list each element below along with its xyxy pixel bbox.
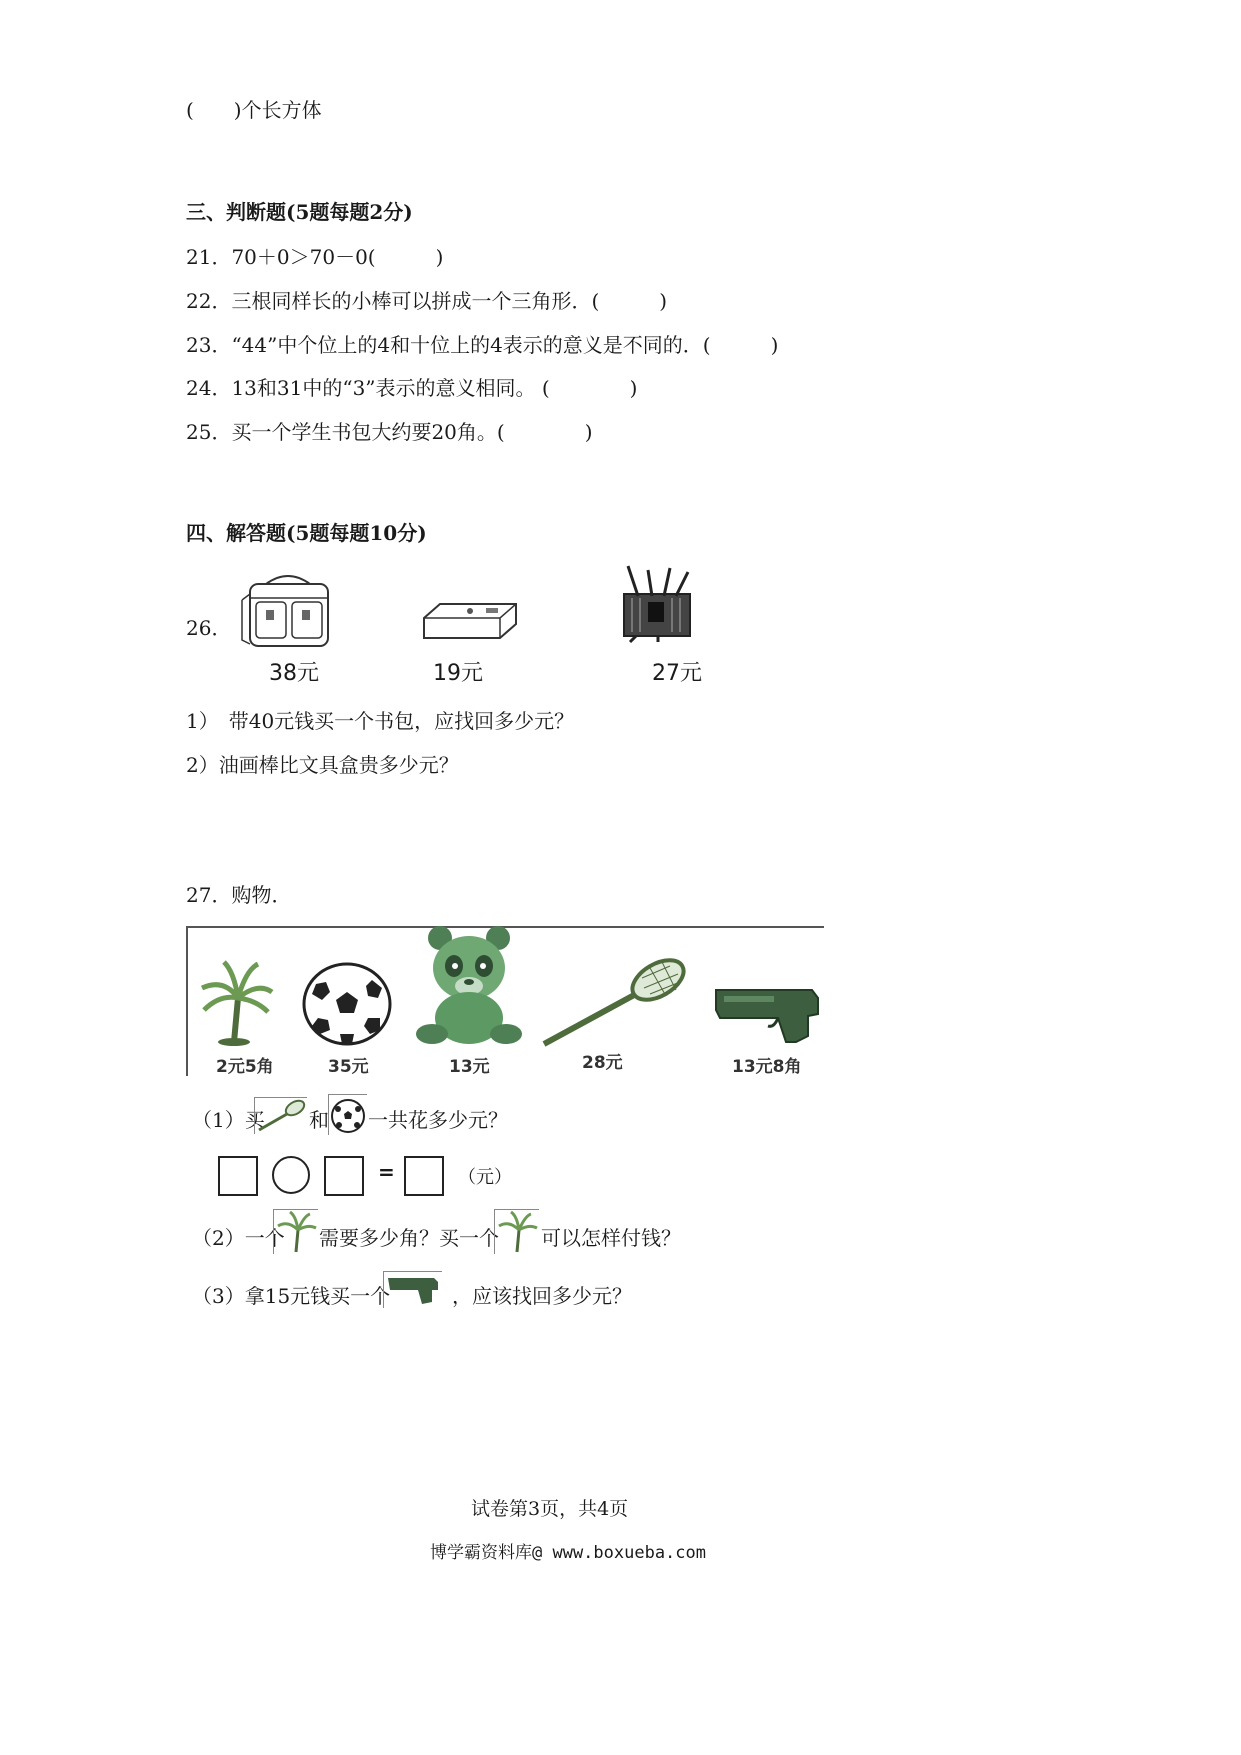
answer-box-1[interactable]: [218, 1156, 258, 1196]
top-line: ( )个长方体: [186, 98, 322, 122]
palm-thumbnail-1: [273, 1209, 318, 1254]
racket-price: 28元: [582, 1053, 623, 1073]
palm-thumb-icon: [495, 1210, 539, 1254]
question-27-part-2-prefix: （2）一个: [192, 1226, 285, 1250]
question-text: 三根同样长的小棒可以拼成一个三角形．( ): [231, 289, 668, 313]
pencil-box-price: 19元: [433, 661, 483, 686]
oil-pastels-price: 27元: [652, 661, 702, 686]
question-27-part-1-prefix: （1）买: [192, 1108, 265, 1132]
question-25: [186, 416, 593, 445]
ball-thumbnail: [328, 1094, 367, 1135]
gun-thumbnail: [383, 1271, 442, 1308]
question-number: 24．: [186, 376, 232, 400]
equals-sign: =: [378, 1160, 395, 1184]
shopping-items-strip: [186, 926, 824, 1076]
racket-thumbnail: [254, 1097, 307, 1134]
soccer-ball-icon: [302, 962, 392, 1046]
question-27-part-2-suffix: 可以怎样付钱？: [541, 1226, 681, 1250]
question-number: 21．: [186, 245, 232, 269]
toy-gun-price: 13元8角: [732, 1057, 802, 1077]
section-3-title: 三、判断题(5题每题2分): [186, 200, 413, 224]
badminton-racket-icon: [538, 958, 688, 1052]
question-27-part-3-suffix: ，应该找回多少元？: [452, 1284, 632, 1308]
oil-pastels-icon: [618, 562, 700, 644]
question-text: “44”中个位上的4和十位上的4表示的意义是不同的．( ): [231, 333, 779, 357]
operator-circle[interactable]: [272, 1156, 310, 1194]
answer-box-result[interactable]: [404, 1156, 444, 1196]
palm-thumb-icon: [274, 1210, 318, 1254]
question-number: 25．: [186, 420, 232, 444]
ball-thumb-icon: [329, 1095, 367, 1135]
panda-toy-price: 13元: [449, 1057, 490, 1077]
racket-thumb-icon: [255, 1098, 307, 1134]
question-22: [186, 285, 667, 314]
pencil-box-icon: [420, 598, 520, 642]
question-21: [186, 241, 443, 270]
question-27-title: 27．购物．: [186, 883, 292, 907]
gun-thumb-icon: [384, 1272, 442, 1308]
question-27-part-2-middle: 需要多少角？买一个: [319, 1226, 499, 1250]
question-26-part-1: 1） 带40元钱买一个书包，应找回多少元？: [186, 709, 575, 733]
question-number: 22．: [186, 289, 232, 313]
palm-tree-price: 2元5角: [216, 1057, 274, 1077]
question-text: 13和31中的“3”表示的意义相同。 ( ): [231, 376, 638, 400]
question-26-part-2: 2）油画棒比文具盒贵多少元？: [186, 753, 459, 777]
palm-tree-icon: [194, 958, 274, 1048]
question-23: [186, 329, 778, 358]
unit-label: （元）: [458, 1167, 512, 1188]
schoolbag-icon: [236, 570, 340, 654]
soccer-ball-price: 35元: [328, 1057, 369, 1077]
question-26-number: 26．: [186, 616, 232, 640]
answer-box-2[interactable]: [324, 1156, 364, 1196]
section-4-title: 四、解答题(5题每题10分): [186, 521, 427, 545]
toy-gun-icon: [712, 984, 822, 1046]
question-text: 买一个学生书包大约要20角。( ): [231, 420, 593, 444]
palm-thumbnail-2: [494, 1209, 539, 1254]
question-number: 23．: [186, 333, 232, 357]
schoolbag-price: 38元: [269, 661, 319, 686]
question-27-part-1-and: 和: [309, 1108, 329, 1132]
question-24: [186, 372, 638, 401]
question-text: 70＋0＞70－0( ): [231, 245, 444, 269]
page-number: 试卷第3页，共4页: [471, 1498, 629, 1520]
panda-toy-icon: [414, 924, 524, 1050]
question-27-part-1-suffix: 一共花多少元？: [368, 1108, 508, 1132]
question-27-part-3-prefix: （3）拿15元钱买一个: [192, 1284, 391, 1308]
site-watermark: 博学霸资料库@ www.boxueba.com: [430, 1543, 706, 1563]
